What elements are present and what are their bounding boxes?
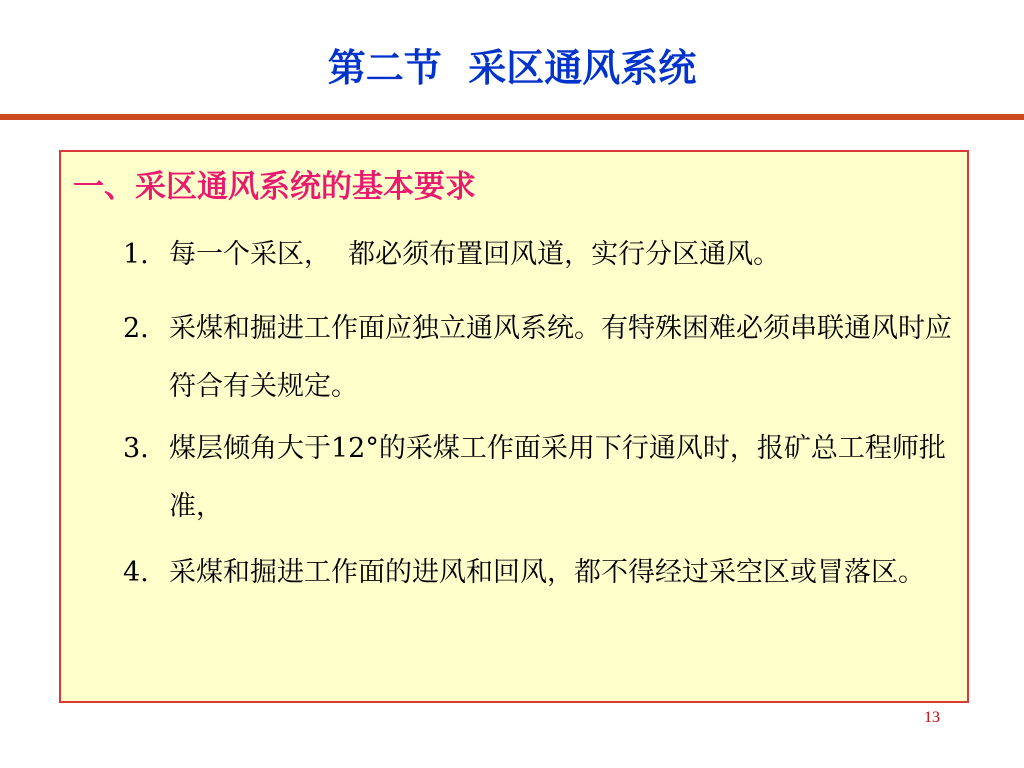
requirement-item-3 (123, 420, 963, 536)
requirement-item-1 (123, 226, 963, 284)
section-heading: 一、采区通风系统的基本要求 (73, 169, 476, 205)
requirement-text: 煤层倾角大于12°的采煤工作面采用下行通风时，报矿总工程师批准， (169, 433, 946, 522)
requirement-item-4 (123, 544, 963, 602)
requirement-number: 2. (123, 313, 149, 344)
requirements-box (59, 150, 969, 703)
slide-title: 第二节 采区通风系统 (327, 46, 697, 90)
requirement-number: 1. (123, 239, 149, 270)
requirement-item-2 (123, 300, 963, 416)
requirement-number: 3. (123, 433, 149, 464)
title-divider (0, 114, 1024, 120)
requirement-text: 每一个采区， 都必须布置回风道，实行分区通风。 (169, 239, 781, 270)
requirement-text: 采煤和掘进工作面应独立通风系统。有特殊困难必须串联通风时应符合有关规定。 (169, 313, 952, 402)
page-number: 13 (924, 709, 940, 726)
requirement-number: 4. (123, 557, 149, 588)
requirement-text: 采煤和掘进工作面的进风和回风，都不得经过采空区或冒落区。 (169, 557, 925, 588)
